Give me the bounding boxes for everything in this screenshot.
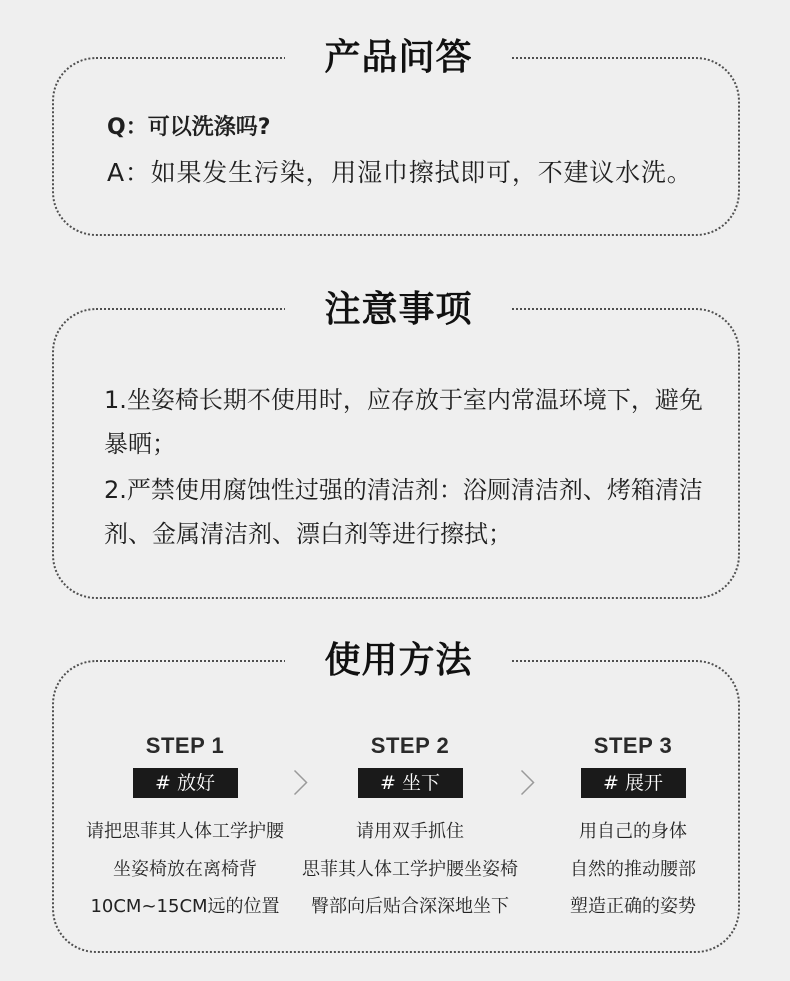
- step-text-line: 自然的推动腰部: [570, 858, 696, 880]
- step-text-line: 10CM~15CM远的位置: [90, 896, 280, 917]
- note-line: 暴晒；: [104, 430, 176, 458]
- question-text: Q：可以洗涤吗?: [107, 115, 271, 140]
- note-item: [104, 468, 703, 556]
- step-text-line: 臀部向后贴合深深地坐下: [311, 896, 509, 917]
- step-description: [521, 813, 745, 926]
- answer-text: A：如果发生污染，用湿巾擦拭即可，不建议水洗。: [107, 158, 693, 187]
- note-line: 1.坐姿椅长期不使用时，应存放于室内常温环境下，避免: [104, 386, 703, 414]
- step-card-3: [521, 730, 745, 926]
- step-text-line: 思菲其人体工学护腰坐姿椅: [302, 858, 518, 880]
- step-tag: # 放好: [133, 768, 238, 798]
- step-tag: # 展开: [581, 768, 686, 798]
- step-label: STEP 2: [370, 733, 450, 758]
- note-line: 2.严禁使用腐蚀性过强的清洁剂：浴厕清洁剂、烤箱清洁: [104, 476, 703, 504]
- notes-heading: 注意事项: [285, 285, 512, 335]
- step-label: STEP 3: [593, 733, 673, 758]
- step-card-1: [73, 730, 297, 926]
- step-description: [73, 813, 297, 926]
- step-card-2: [298, 730, 522, 926]
- step-text-line: 坐姿椅放在离椅背: [113, 858, 257, 880]
- qa-section-frame: [52, 57, 740, 236]
- step-text-line: 塑造正确的姿势: [570, 896, 696, 917]
- usage-heading: 使用方法: [285, 636, 512, 686]
- step-text-line: 请用双手抓住: [356, 821, 464, 842]
- step-description: [298, 813, 522, 926]
- notes-list: [104, 378, 703, 556]
- step-tag: # 坐下: [358, 768, 463, 798]
- qa-heading: 产品问答: [285, 33, 512, 83]
- note-item: [104, 378, 703, 466]
- step-text-line: 请把思菲其人体工学护腰: [86, 821, 284, 842]
- step-label: STEP 1: [145, 733, 225, 758]
- step-text-line: 用自己的身体: [579, 821, 687, 842]
- note-line: 剂、金属清洁剂、漂白剂等进行擦拭；: [104, 520, 512, 548]
